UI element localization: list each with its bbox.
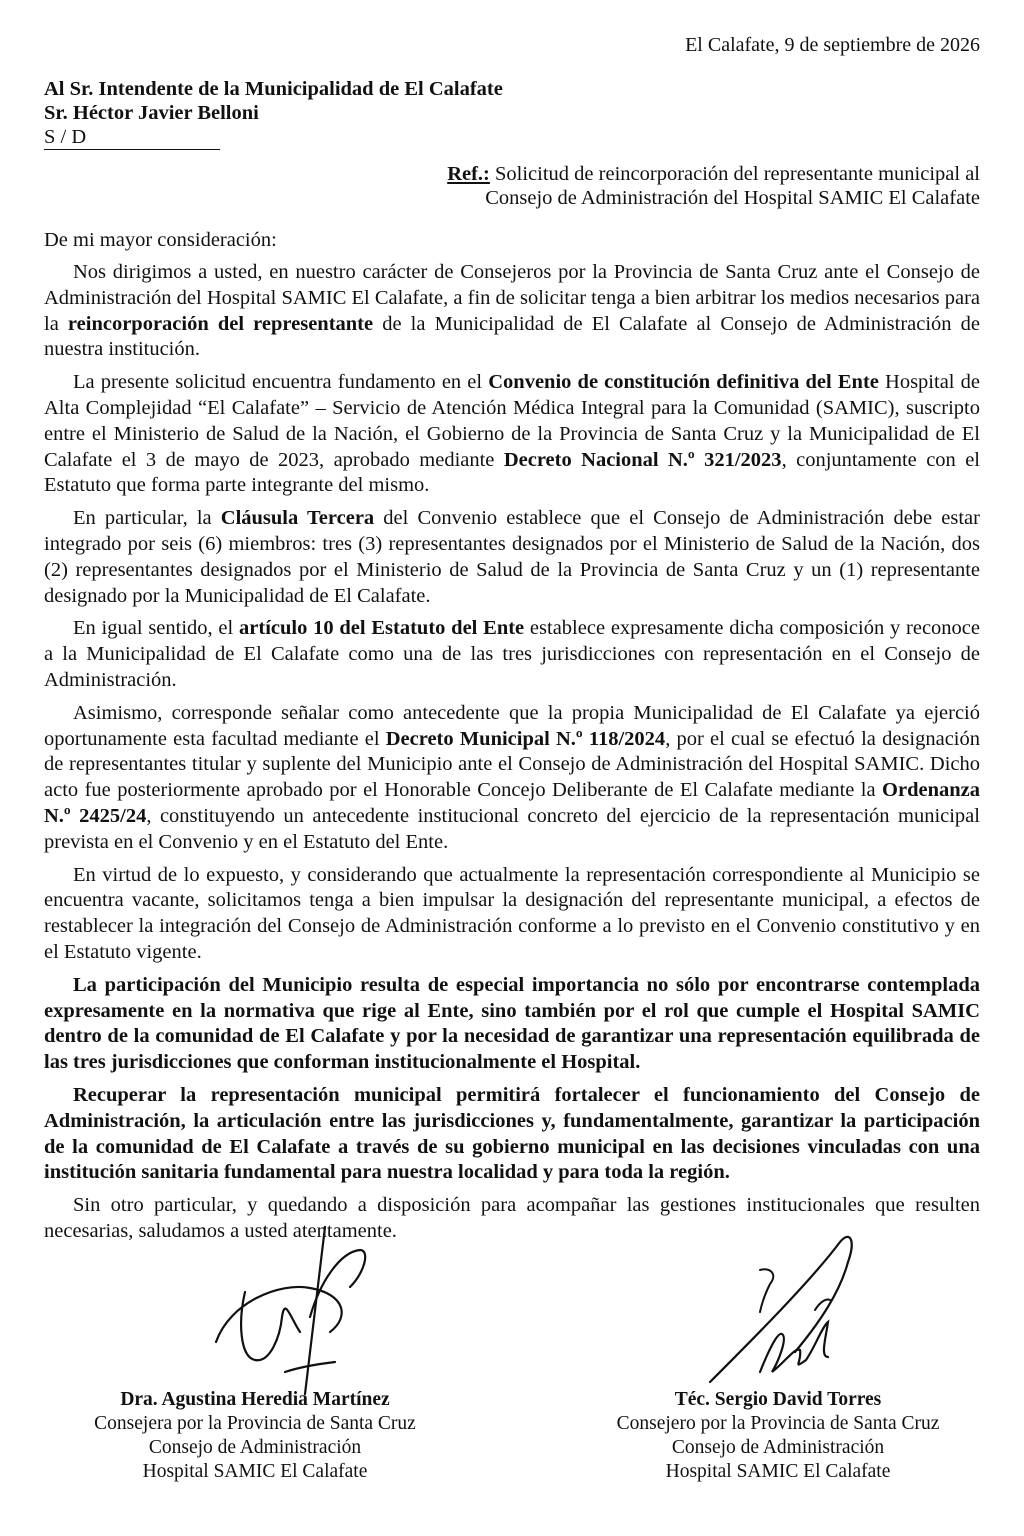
recipient-line-1: Al Sr. Intendente de la Municipalidad de El Calafate [44, 78, 503, 100]
paragraph-2: La presente solicitud encuentra fundamento en el Convenio de constitución definitiva del Ente Hospital de Alta Complejidad “El Calafate” – Servicio de Atención Médica Integral para la Comunidad (SAMIC), suscripto entre el Ministerio de Salud de la Nación, el Gobierno de la Provincia de Santa Cruz y la Municipalidad de El Calafate el 3 de mayo de 2023, aprobado mediante Decreto Nacional N.º 321/2023, conjuntamente con el Estatuto que forma parte integrante del mismo. [44, 371, 980, 497]
signatory-right-role: Consejero por la Provincia de Santa Cruz [616, 1413, 940, 1434]
paragraph-8: Recuperar la representación municipal permitirá fortalecer el funcionamiento del Consejo de Administración, la articulación entre las jurisdicciones y, fundamentalmente, garantizar la participación de la comunidad de El Calafate a través de su gobierno municipal en las decisiones vinculadas con una institución sanitaria fundamental para nuestra localidad y para toda la región. [44, 1083, 980, 1184]
paragraph-6: En virtud de lo expuesto, y considerando que actualmente la representación correspondiente al Municipio se encuentra vacante, solicitamos tenga a bien impulsar la designación del representante municipal, a efectos de restablecer la integración del Consejo de Administración conforme a lo previsto en el Convenio constitutivo y en el Estatuto vigente. [44, 863, 980, 963]
signatory-right-name: Téc. Sergio David Torres [674, 1389, 882, 1410]
recipient-line-2: Sr. Héctor Javier Belloni [44, 102, 259, 124]
recipient-line-3: S / D [44, 125, 220, 150]
reference-block [420, 162, 980, 210]
signature-left [200, 1222, 390, 1397]
signatory-left [65, 1388, 445, 1484]
reference-label: Ref.: [447, 163, 490, 185]
signatory-right-institution: Hospital SAMIC El Calafate [665, 1461, 891, 1482]
signatory-left-institution: Hospital SAMIC El Calafate [142, 1461, 368, 1482]
paragraph-7: La participación del Municipio resulta de especial importancia no sólo por encontrarse contemplada expresamente en la normativa que rige al Ente, sino también por el rol que cumple el Hospital SAMIC dentro de la comunidad de El Calafate y por la necesidad de garantizar una representación equilibrada de las tres jurisdicciones que conforman institucionalmente el Hospital. [44, 973, 980, 1074]
signature-right [700, 1222, 890, 1397]
signatory-right [588, 1388, 968, 1484]
signatory-left-role: Consejera por la Provincia de Santa Cruz [94, 1413, 416, 1434]
letter-body [44, 260, 980, 1252]
signatory-left-name: Dra. Agustina Heredia Martínez [120, 1389, 390, 1410]
recipient-block [44, 77, 503, 150]
paragraph-5: Asimismo, corresponde señalar como antecedente que la propia Municipalidad de El Calafate ya ejerció oportunamente esta facultad mediante el Decreto Municipal N.º 118/2024, por el cual se efectuó la designación de representantes titular y suplente del Municipio ante el Consejo de Administración del Hospital SAMIC. Dicho acto fue posteriormente aprobado por el Honorable Concejo Deliberante de El Calafate mediante la Ordenanza N.º 2425/24, constituyendo un antecedente institucional concreto del ejercicio de la representación municipal prevista en el Convenio y en el Estatuto del Ente. [44, 701, 980, 853]
signatory-right-body: Consejo de Administración [671, 1437, 885, 1458]
paragraph-9: Sin otro particular, y quedando a disposición para acompañar las gestiones institucionales que resulten necesarias, saludamos a usted atentamente. [44, 1194, 980, 1242]
signatory-left-body: Consejo de Administración [148, 1437, 362, 1458]
paragraph-1: Nos dirigimos a usted, en nuestro carácter de Consejeros por la Provincia de Santa Cruz ante el Consejo de Administración del Hospital SAMIC El Calafate, a fin de solicitar tenga a bien arbitrar los medios necesarios para la reincorporación del representante de la Municipalidad de El Calafate al Consejo de Administración de nuestra institución. [44, 261, 981, 361]
letter-date: El Calafate, 9 de septiembre de 2026 [685, 34, 980, 56]
greeting: De mi mayor consideración: [44, 229, 277, 251]
paragraph-3: En particular, la Cláusula Tercera del Convenio establece que el Consejo de Administración debe estar integrado por seis (6) miembros: tres (3) representantes designados por el Ministerio de Salud de la Nación, dos (2) representantes designados por el Ministerio de Salud de la Provincia de Santa Cruz y un (1) representante designado por la Municipalidad de El Calafate. [44, 507, 980, 607]
reference-text: Solicitud de reincorporación del representante municipal al Consejo de Administración del Hospital SAMIC El Calafate [485, 163, 980, 209]
paragraph-4: En igual sentido, el artículo 10 del Estatuto del Ente establece expresamente dicha composición y reconoce a la Municipalidad de El Calafate como una de las tres jurisdicciones con representación en el Consejo de Administración. [44, 617, 980, 691]
